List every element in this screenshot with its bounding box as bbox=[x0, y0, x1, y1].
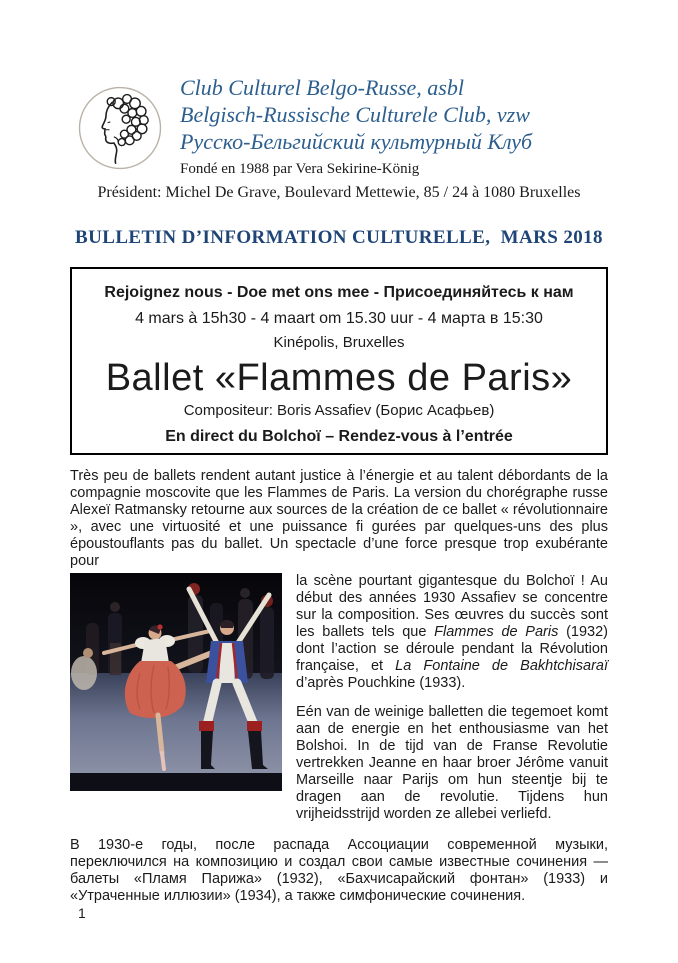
pushkin-logo-icon bbox=[76, 84, 164, 181]
event-title: Ballet «Flammes de Paris» bbox=[105, 357, 573, 399]
club-name-nl: Belgisch-Russische Culturele Club, vzw bbox=[180, 102, 530, 127]
italic-title-fontaine: La Fontaine de Bakhtchisaraï bbox=[395, 658, 609, 674]
event-date-line: 4 mars à 15h30 - 4 maart om 15.30 uur - 4 марта в 15:30 bbox=[135, 310, 543, 327]
paragraph-fr-intro: Très peu de ballets rendent autant justice à l’énergie et au talent débordants de la compagnie moscovite que les Flammes de Paris. La version du chorégraphe russe Alexeï Ratmansky retourne aux sources de la création de ce ballet « révolutionnaire », avec une virtuosité et une puissance fi gurées par quelques-uns des plus époustouflants pas du ballet. Un spectacle d’une force presque trop exubérante pour bbox=[70, 468, 608, 569]
page-number: 1 bbox=[78, 905, 86, 921]
event-venue: Kinépolis, Bruxelles bbox=[273, 334, 405, 351]
text-segment: la scène pourtant gigantesque du Bolchoï ! Au début des années 1930 Assafiev se concentre sur la composition. Ses œuvres du succès sont les ballets tels que bbox=[296, 573, 608, 640]
event-box bbox=[70, 267, 608, 455]
header-text bbox=[180, 74, 532, 181]
ballet-photo bbox=[70, 573, 282, 823]
president-line: Président: Michel De Grave, Boulevard Mettewie, 85 / 24 à 1080 Bruxelles bbox=[97, 184, 581, 201]
paragraph-ru: В 1930-е годы, после распада Ассоциации современной музыки, переключился на композицию и создал свои самые известные сочинения — балеты «Пламя Парижа» (1932), «Бахчисарайский фонтан» (1933) и «Утраченные иллюзии» (1934), а также симфонические сочинения. bbox=[70, 837, 608, 904]
paragraph-fr-continued bbox=[296, 573, 608, 692]
header bbox=[76, 74, 608, 181]
bulletin-title: BULLETIN D’INFORMATION CULTURELLE, MARS 2018 bbox=[75, 227, 603, 248]
event-composer: Compositeur: Boris Assafiev (Борис Асафьев) bbox=[183, 402, 495, 419]
event-join-line: Rejoignez nous - Doe met ons mee - Присоединяйтесь к нам bbox=[104, 284, 574, 301]
text-segment: (1932) dont l’action se déroule pendant la Révolution française, et bbox=[296, 624, 608, 674]
founded-line: Fondé en 1988 par Vera Sekirine-König bbox=[180, 161, 420, 177]
paragraph-nl: Eén van de weinige balletten die tegemoet komt aan de energie en het enthousiasme van het Bolshoi. In de tijd van de Franse Revolutie vertrekken Jeanne en haar broer Jérôme vanuit Marseille naar Parijs om hun steentje bij te dragen aan de revolutie. Tijdens hun vrijheidsstrijd worden ze allebei verliefd. bbox=[296, 704, 608, 822]
italic-title-flammes: Flammes de Paris bbox=[434, 624, 559, 640]
event-live-line: En direct du Bolchoï – Rendez-vous à l’entrée bbox=[165, 428, 513, 445]
club-name-ru: Русско-Бельгийский культурный Клуб bbox=[180, 129, 533, 154]
club-name-fr: Club Culturel Belgo-Russe, asbl bbox=[180, 75, 464, 100]
wrapped-text-column bbox=[296, 573, 608, 823]
photo-and-text-row bbox=[70, 573, 608, 823]
text-segment: d’après Pouchkine (1933). bbox=[296, 675, 466, 691]
